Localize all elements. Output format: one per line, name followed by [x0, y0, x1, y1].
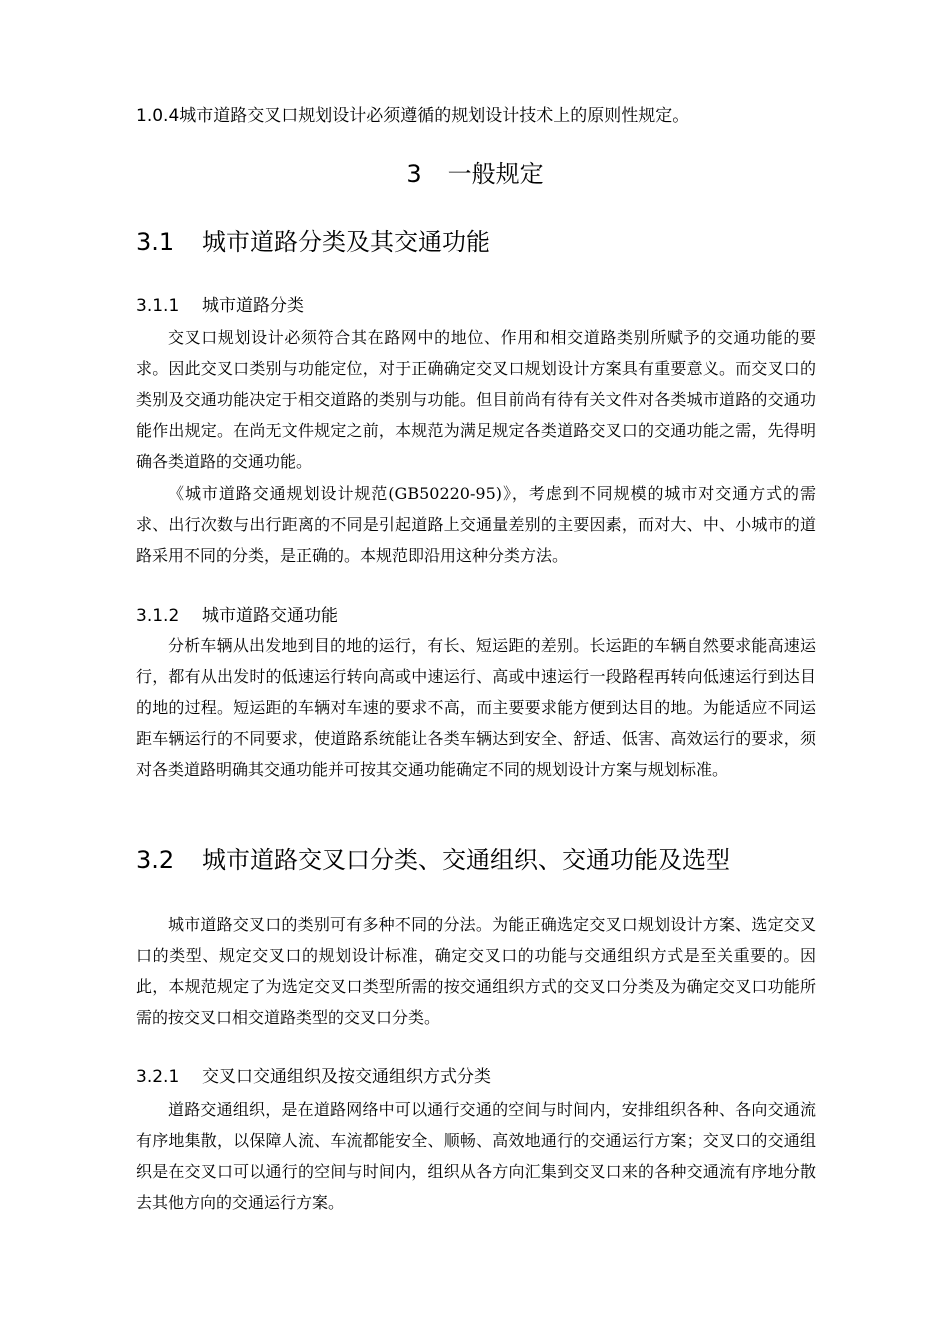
subsection-number: 3.1.2: [136, 606, 180, 626]
subsection-title: 城市道路分类: [202, 296, 304, 316]
paragraph: 道路交通组织，是在道路网络中可以通行交通的空间与时间内，安排组织各种、各向交通流有序地集散，以保障人流、车流都能安全、顺畅、高效地通行的交通运行方案；交叉口的交通组织是在交叉口可以通行的空间与时间内，组织从各方向汇集到交叉口来的各种交通流有序地分散去其他方向的交通运行方案。: [136, 1100, 816, 1212]
clause-text: 城市道路交叉口规划设计必须遵循的规划设计技术上的原则性规定。: [179, 106, 690, 126]
paragraph: 分析车辆从出发地到目的地的运行，有长、短运距的差别。长运距的车辆自然要求能高速运行，都有从出发时的低速运行转向高或中速运行、高或中速运行一段路程再转向低速运行到达目的地的过程。短运距的车辆对车速的要求不高，而主要要求能方便到达目的地。为能适应不同运距车辆运行的不同要求，使道路系统能让各类车辆达到安全、舒适、低害、高效运行的要求，须对各类道路明确其交通功能并可按其交通功能确定不同的规划设计方案与规划标准。: [136, 636, 816, 779]
clause-1-0-4: [136, 104, 836, 128]
section-number: 3.2: [136, 846, 175, 874]
clause-number: 1.0.4: [136, 106, 180, 126]
subsection-title: 城市道路交通功能: [202, 606, 338, 626]
section-number: 3.1: [136, 228, 175, 256]
subsection-3-1-1-heading: [136, 294, 304, 318]
section-3-2-heading: [136, 844, 730, 876]
chapter-title: 一般规定: [447, 160, 544, 188]
section-3-1-heading: [136, 226, 490, 258]
subsection-title: 交叉口交通组织及按交通组织方式分类: [202, 1067, 491, 1087]
subsection-3-1-2-heading: [136, 604, 338, 628]
paragraph: 交叉口规划设计必须符合其在路网中的地位、作用和相交道路类别所赋予的交通功能的要求。因此交叉口类别与功能定位，对于正确确定交叉口规划设计方案具有重要意义。而交叉口的类别及交通功能决定于相交道路的类别与功能。但目前尚有待有关文件对各类城市道路的交通功能作出规定。在尚无文件规定之前，本规范为满足规定各类道路交叉口的交通功能之需，先得明确各类道路的交通功能。: [136, 328, 816, 471]
subsection-number: 3.2.1: [136, 1067, 180, 1087]
section-title: 城市道路交叉口分类、交通组织、交通功能及选型: [202, 846, 730, 874]
section-title: 城市道路分类及其交通功能: [202, 228, 490, 256]
paragraph: 城市道路交叉口的类别可有多种不同的分法。为能正确选定交叉口规划设计方案、选定交叉口的类型、规定交叉口的规划设计标准，确定交叉口的功能与交通组织方式是至关重要的。因此，本规范规定了为选定交叉口类型所需的按交通组织方式的交叉口分类及为确定交叉口功能所需的按交叉口相交道路类型的交叉口分类。: [136, 915, 816, 1027]
chapter-number: 3: [406, 160, 422, 188]
subsection-3-2-1-heading: [136, 1065, 491, 1089]
subsection-number: 3.1.1: [136, 296, 180, 316]
chapter-heading: [0, 158, 950, 190]
paragraph: 《城市道路交通规划设计规范(GB50220-95)》，考虑到不同规模的城市对交通方式的需求、出行次数与出行距离的不同是引起道路上交通量差别的主要因素，而对大、中、小城市的道路采用不同的分类，是正确的。本规范即沿用这种分类方法。: [136, 484, 816, 565]
